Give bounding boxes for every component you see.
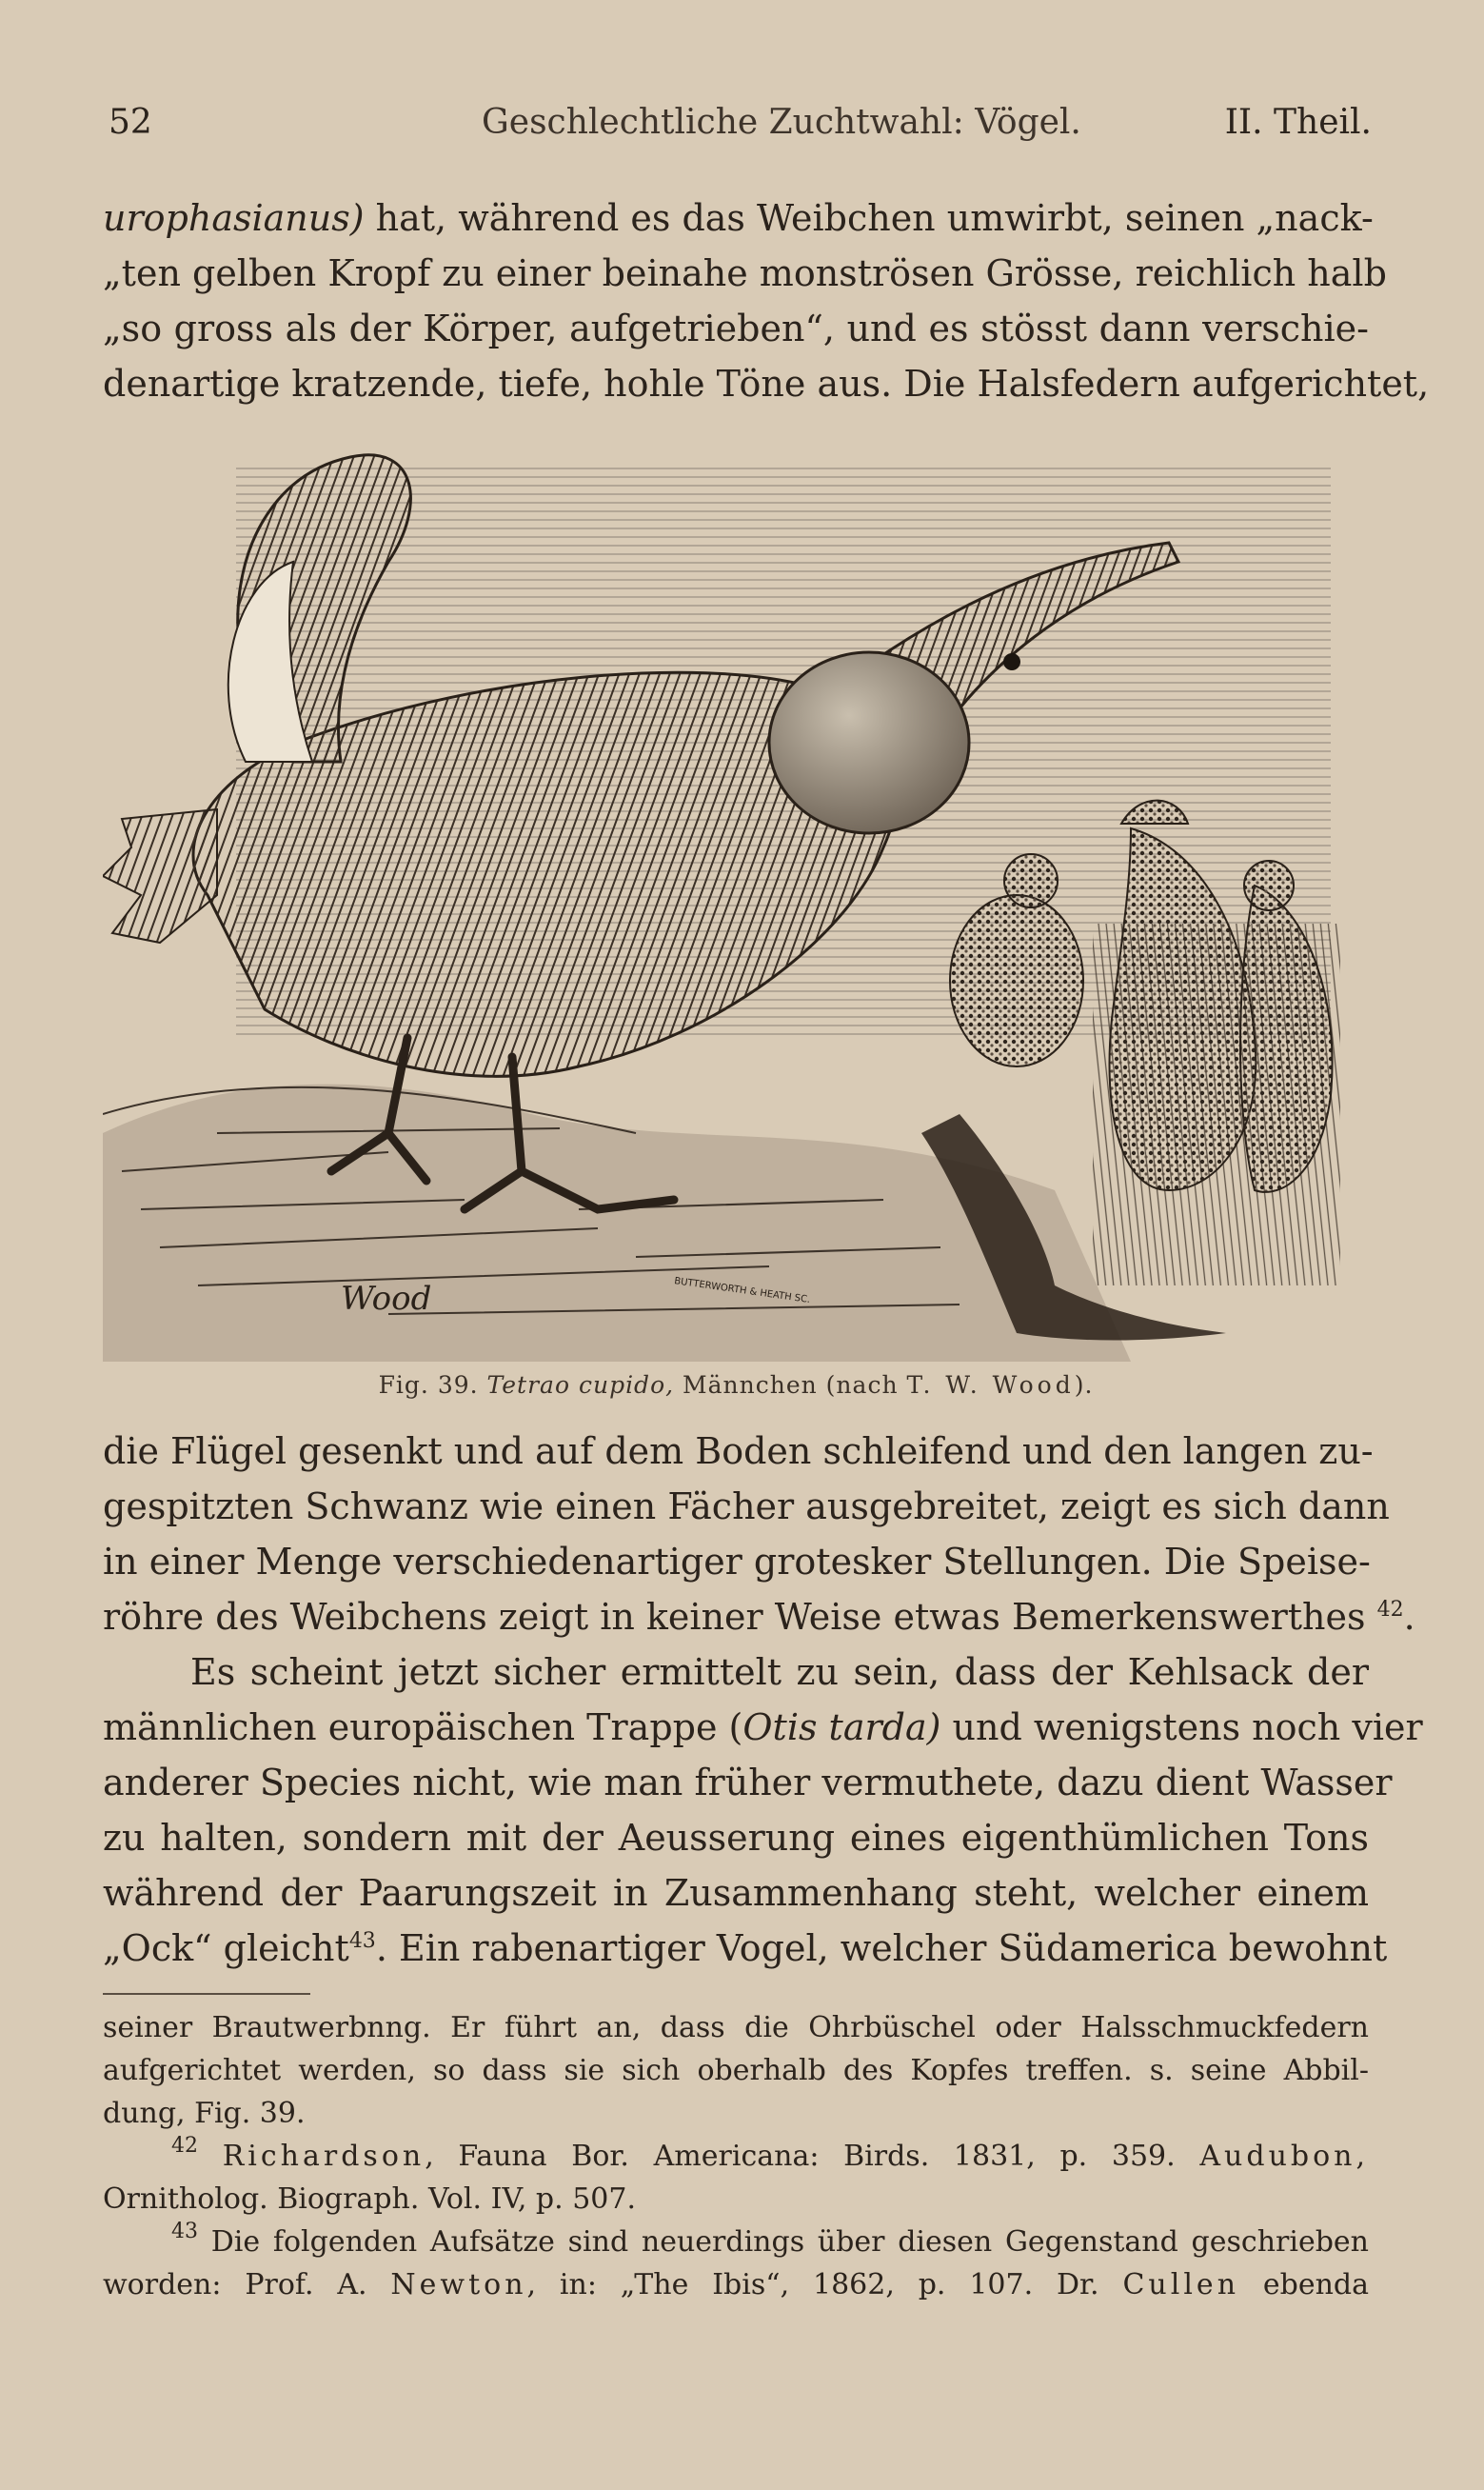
text-span: röhre des Weibchens zeigt in keiner Weise etwas Bemerkenswerthes [103, 1596, 1366, 1638]
text-span: , Fauna Bor. Americana: Birds. 1831, p. 359. [425, 2140, 1176, 2173]
body-text-bottom [103, 1424, 1423, 1976]
footnote-author: Audubon, [1199, 2140, 1370, 2173]
text-span: männlichen europäischen Trappe ( [103, 1706, 743, 1748]
text-span: ebenda [1239, 2268, 1369, 2301]
footnote-author: Richardson [222, 2140, 425, 2173]
text-span: . [1403, 1596, 1415, 1638]
text-line: die Flügel gesenkt und auf dem Boden schleifend und den langen zu- [103, 1430, 1374, 1472]
text-line: „ten gelben Kropf zu einer beinahe monströsen Grösse, reichlich halb [103, 252, 1387, 294]
text-line [103, 1921, 1388, 1976]
footnote-line [103, 2221, 1369, 2263]
text-span: hat, während es das Weibchen umwirbt, seinen „nack- [364, 197, 1374, 239]
footnote-rule [103, 1993, 310, 1995]
prairie-chicken-engraving [103, 448, 1369, 1362]
engraver-mark: BUTTERWORTH & HEATH SC. [673, 1276, 811, 1306]
text-line [103, 1700, 1423, 1755]
footnote-author: Newton [390, 2268, 527, 2301]
italic-term: urophasianus) [103, 197, 365, 239]
caption-end: ). [1074, 1371, 1094, 1399]
text-line: anderer Species nicht, wie man früher vermuthete, dazu dient Wasser [103, 1762, 1393, 1803]
footnote-number: 42 [171, 2134, 198, 2158]
figure-caption [103, 1371, 1369, 1399]
running-header [103, 103, 1372, 156]
italic-term: Otis tarda) [742, 1706, 941, 1748]
footnote-line: dung, Fig. 39. [103, 2097, 306, 2130]
text-line: Es scheint jetzt sicher ermittelt zu sein, dass der Kehlsack der [190, 1651, 1369, 1693]
text-line: während der Paarungszeit in Zusammenhang steht, welcher einem [103, 1872, 1369, 1914]
text-span: und wenigstens noch vier [940, 1706, 1423, 1748]
footnote-ref: 43 [348, 1929, 376, 1953]
text-span: , in: „The Ibis“, 1862, p. 107. Dr. [526, 2268, 1099, 2301]
caption-species: Tetrao cupido, [486, 1371, 675, 1399]
footnote-line [103, 2263, 1369, 2306]
page-number: 52 [109, 103, 152, 142]
caption-author: T. W. Wood [906, 1371, 1075, 1399]
text-line [103, 1589, 1415, 1644]
footnote-line [103, 2135, 1369, 2178]
text-line: gespitzten Schwanz wie einen Fächer ausgebreitet, zeigt es sich dann [103, 1485, 1390, 1527]
footnote-number: 43 [171, 2220, 198, 2243]
text-line: zu halten, sondern mit der Aeusserung eines eigenthümlichen Tons [103, 1817, 1369, 1859]
text-span: . Ein rabenartiger Vogel, welcher Südamerica bewohnt [375, 1927, 1388, 1969]
text-line: denartige kratzende, tiefe, hohle Töne aus. Die Halsfedern aufgerichtet, [103, 363, 1430, 405]
footnote-line: Ornitholog. Biograph. Vol. IV, p. 507. [103, 2182, 637, 2216]
footnote-ref: 42 [1376, 1598, 1404, 1622]
text-span: Die folgenden Aufsätze sind neuerdings über diesen Gegenstand geschrieben [210, 2225, 1369, 2259]
text-span: „Ock“ gleicht [103, 1927, 349, 1969]
footnote-author: Cullen [1122, 2268, 1240, 2301]
part-label: II. Theil. [1224, 103, 1372, 142]
running-title: Geschlechtliche Zuchtwahl: Vögel. [482, 103, 1081, 142]
engraver-signature: Wood [341, 1280, 432, 1318]
text-line: in einer Menge verschiedenartiger grotesker Stellungen. Die Speise- [103, 1541, 1371, 1583]
engraving-figure [103, 448, 1369, 1362]
text-line [103, 190, 1374, 246]
text-span: worden: Prof. A. [103, 2268, 367, 2301]
body-text-top [103, 190, 1430, 411]
caption-label: Fig. 39. [378, 1371, 479, 1399]
caption-text: Männchen (nach [683, 1371, 899, 1399]
footnotes [103, 2006, 1369, 2306]
footnote-line: seiner Brautwerbnng. Er führt an, dass die Ohrbüschel oder Halsschmuckfedern [103, 2011, 1369, 2044]
text-line: „so gross als der Körper, aufgetrieben“, und es stösst dann verschie- [103, 308, 1369, 349]
footnote-line: aufgerichtet werden, so dass sie sich oberhalb des Kopfes treffen. s. seine Abbil- [103, 2054, 1369, 2087]
